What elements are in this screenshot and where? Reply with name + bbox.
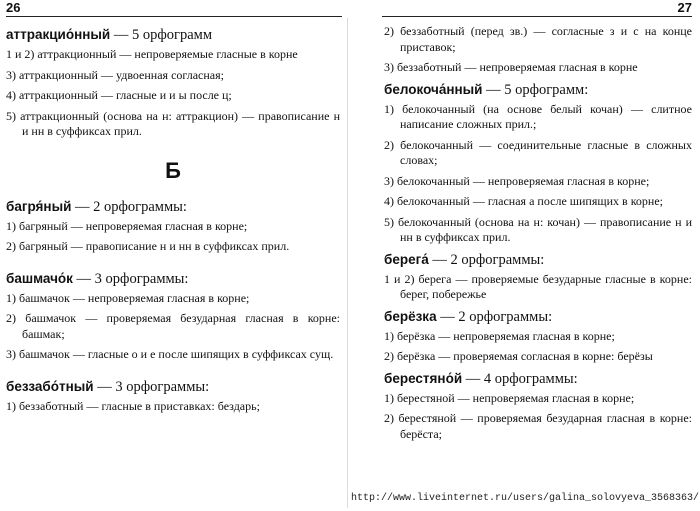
list-item: 4) белокочанный — гласная а после шипящих в корне; [384,194,663,208]
entry-heading [6,198,340,216]
list-item: 1 и 2) аттракционный — непроверяемые гласные в корне [6,47,298,61]
header-rule [382,16,692,17]
entry-heading [384,370,692,388]
page-body [6,22,340,419]
list-item: 1) башмачок — непроверяемая гласная в корне; [6,290,250,305]
list-item: 2) беззаботный (перед зв.) — согласные з и с на конце приставок; [384,24,692,54]
section-letter: Б [165,157,181,183]
entry-heading [384,81,692,99]
list-item: 4) аттракционный — гласные и и ы после ц; [6,88,232,102]
list-item: 1) берёзка — непроверяемая гласная в корне; [384,328,615,343]
list-item: 3) беззаботный — непроверяемая гласная в корне [384,60,638,74]
orthogram-count: — 4 орфограммы: [465,370,578,387]
orthogram-count: — 3 орфограммы: [76,270,189,287]
headword: берёзка [384,308,437,324]
list-item: 2) багряный — правописание н и нн в суффиксах прил. [6,239,290,253]
orthogram-count: — 2 орфограммы: [75,198,187,215]
list-item: 3) башмачок — гласные о и е после шипящих в суффиксах сущ. [6,347,334,361]
list-item: 1) белокочанный (на основе белый кочан) — слитное написание сложных прил.; [384,101,692,131]
list-item: 5) белокочанный (основа на н: кочан) — правописание н и нн в суффиксах прил. [384,214,692,244]
orthogram-count: — 2 орфограммы: [440,308,553,325]
entry-heading [6,26,340,44]
entry-heading [6,378,340,396]
list-item: 2) белокочанный — соединительные гласные в сложных словах; [384,137,692,167]
orthogram-count: — 3 орфограммы: [97,378,210,395]
list-item: 1 и 2) берега — проверяемые безударные гласные в корне: берег, побережье [384,271,692,301]
page-number: 26 [6,0,21,15]
entry-heading [384,308,692,326]
headword: берега́ [384,251,429,267]
headword: башмачо́к [6,270,73,286]
headword: аттракцио́нный [6,27,111,42]
list-item: 3) белокочанный — непроверяемая гласная в корне; [384,173,650,188]
orthogram-count: — 5 орфограмм: [486,81,589,98]
headword: белокоча́нный [384,81,483,97]
page-body [384,22,692,447]
right-page [352,0,700,511]
list-item: 5) аттракционный (основа на н: аттракцион) — правописание н и нн в суффиксах прил. [6,108,340,138]
page-number: 27 [677,0,692,15]
list-item: 1) багряный — непроверяемая гласная в корне; [6,218,248,233]
headword: багря́ный [6,198,72,214]
left-page [0,0,344,511]
list-item: 2) берёзка — проверяемая согласная в корне: берёзы [384,349,653,363]
orthogram-count: — 5 орфограмм [113,27,212,43]
headword: беззабо́тный [6,378,94,394]
watermark-url: http://www.liveinternet.ru/users/galina_solovyeva_3568363/ [348,493,700,505]
orthogram-count: — 2 орфограммы: [432,251,545,268]
entry-heading [384,251,692,269]
list-item: 2) берестяной — проверяемая безударная гласная в корне: берёста; [384,411,692,441]
header-rule [6,16,342,17]
page-gutter [347,18,348,508]
list-item: 1) берестяной — непроверяемая гласная в корне; [384,390,635,405]
list-item: 1) беззаботный — гласные в приставках: бездарь; [6,398,260,413]
list-item: 2) башмачок — проверяемая безударная гласная в корне: башмак; [6,311,340,341]
list-item: 3) аттракционный — удвоенная согласная; [6,67,224,82]
entry-heading [6,270,340,288]
headword: берестяно́й [384,370,463,386]
